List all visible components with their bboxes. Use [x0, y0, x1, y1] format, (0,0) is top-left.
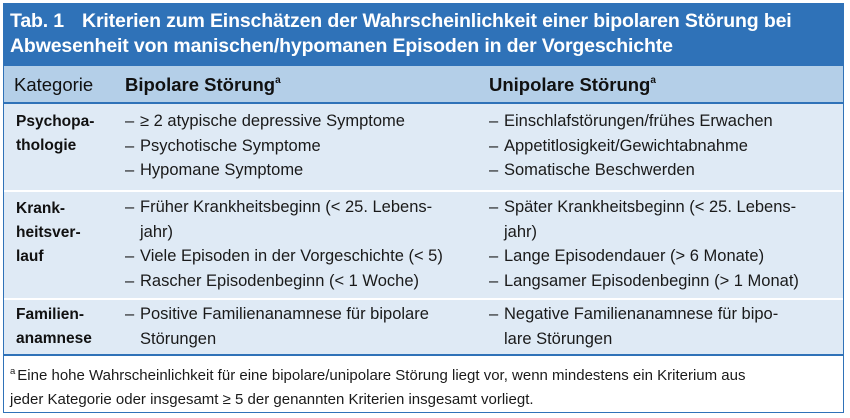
list-item-line: – Negative Familienanamnese für bipo-	[504, 305, 779, 323]
footnote-line-1	[10, 364, 843, 388]
list-item: – Hypomane Symptome	[125, 158, 405, 183]
list-item-line: – Positive Familienanamnese für bipolare	[140, 305, 429, 323]
list-item-line: jahr)	[140, 222, 174, 241]
category-cell	[16, 197, 81, 269]
list-item-line: – Später Krankheitsbeginn (< 25. Lebens-	[504, 198, 797, 216]
list-item: – Viele Episoden in der Vorgeschichte (< 5)	[125, 244, 443, 269]
list-item	[125, 195, 443, 244]
table-title	[4, 4, 843, 66]
category-cell	[16, 303, 92, 351]
header-bipolar-label: Bipolare Störung	[125, 74, 276, 95]
table-frame	[3, 3, 844, 413]
header-row	[4, 66, 843, 104]
unipolar-criteria-list	[489, 195, 799, 293]
table-number: Tab. 1	[10, 10, 65, 32]
bipolar-criteria-list	[125, 195, 443, 293]
table-row	[4, 104, 843, 190]
table-footnote	[4, 354, 843, 413]
category-line: Krank-	[16, 200, 66, 217]
table-body	[4, 104, 843, 354]
list-item: – Psychotische Symptome	[125, 134, 405, 159]
category-line: thologie	[16, 137, 77, 154]
header-unipolar-label: Unipolare Störung	[489, 74, 651, 95]
bipolar-criteria-list	[125, 109, 405, 183]
title-line-1	[10, 9, 843, 34]
header-bipolar-footnote-mark: a	[275, 75, 281, 86]
bipolar-criteria-list	[125, 302, 429, 351]
header-bipolar	[125, 74, 281, 96]
list-item	[125, 302, 429, 351]
list-item: – Rascher Episodenbeginn (< 1 Woche)	[125, 269, 443, 294]
category-line: Psychopa-	[16, 113, 95, 130]
list-item-line: jahr)	[504, 222, 538, 241]
list-item-line: Störungen	[140, 329, 217, 348]
list-item-line: lare Störungen	[504, 329, 613, 348]
list-item	[489, 302, 778, 351]
category-line: anamnese	[16, 330, 92, 347]
list-item: – ≥ 2 atypische depressive Symptome	[125, 109, 405, 134]
title-line-2: Abwesenheit von manischen/hypomanen Episoden in der Vorgeschichte	[10, 35, 673, 57]
table-row	[4, 298, 843, 354]
list-item: – Langsamer Episodenbeginn (> 1 Monat)	[489, 269, 799, 294]
footnote-mark: a	[10, 366, 16, 377]
title-text-1: Kriterien zum Einschätzen der Wahrscheinlichkeit einer bipolaren Störung bei	[82, 10, 792, 32]
header-unipolar-footnote-mark: a	[650, 75, 656, 86]
list-item: – Appetitlosigkeit/Gewichtabnahme	[489, 134, 773, 159]
list-item-line: – Früher Krankheitsbeginn (< 25. Lebens-	[140, 198, 433, 216]
category-line: lauf	[16, 248, 44, 265]
header-unipolar	[489, 74, 656, 96]
list-item: – Lange Episodendauer (> 6 Monate)	[489, 244, 799, 269]
category-line: heitsver-	[16, 224, 81, 241]
list-item: – Somatische Beschwerden	[489, 158, 773, 183]
list-item: – Einschlafstörungen/frühes Erwachen	[489, 109, 773, 134]
footnote-line-2: jeder Kategorie oder insgesamt ≥ 5 der genannten Kriterien insgesamt vorliegt.	[10, 391, 534, 408]
category-line: Familien-	[16, 306, 85, 323]
unipolar-criteria-list	[489, 109, 773, 183]
category-cell	[16, 110, 94, 158]
table-row	[4, 190, 843, 298]
unipolar-criteria-list	[489, 302, 778, 351]
footnote-text-1: Eine hohe Wahrscheinlichkeit für eine bipolare/unipolare Störung liegt vor, wenn mindestens ein Kriterium aus	[17, 367, 746, 384]
list-item	[489, 195, 799, 244]
header-kategorie: Kategorie	[14, 74, 94, 95]
